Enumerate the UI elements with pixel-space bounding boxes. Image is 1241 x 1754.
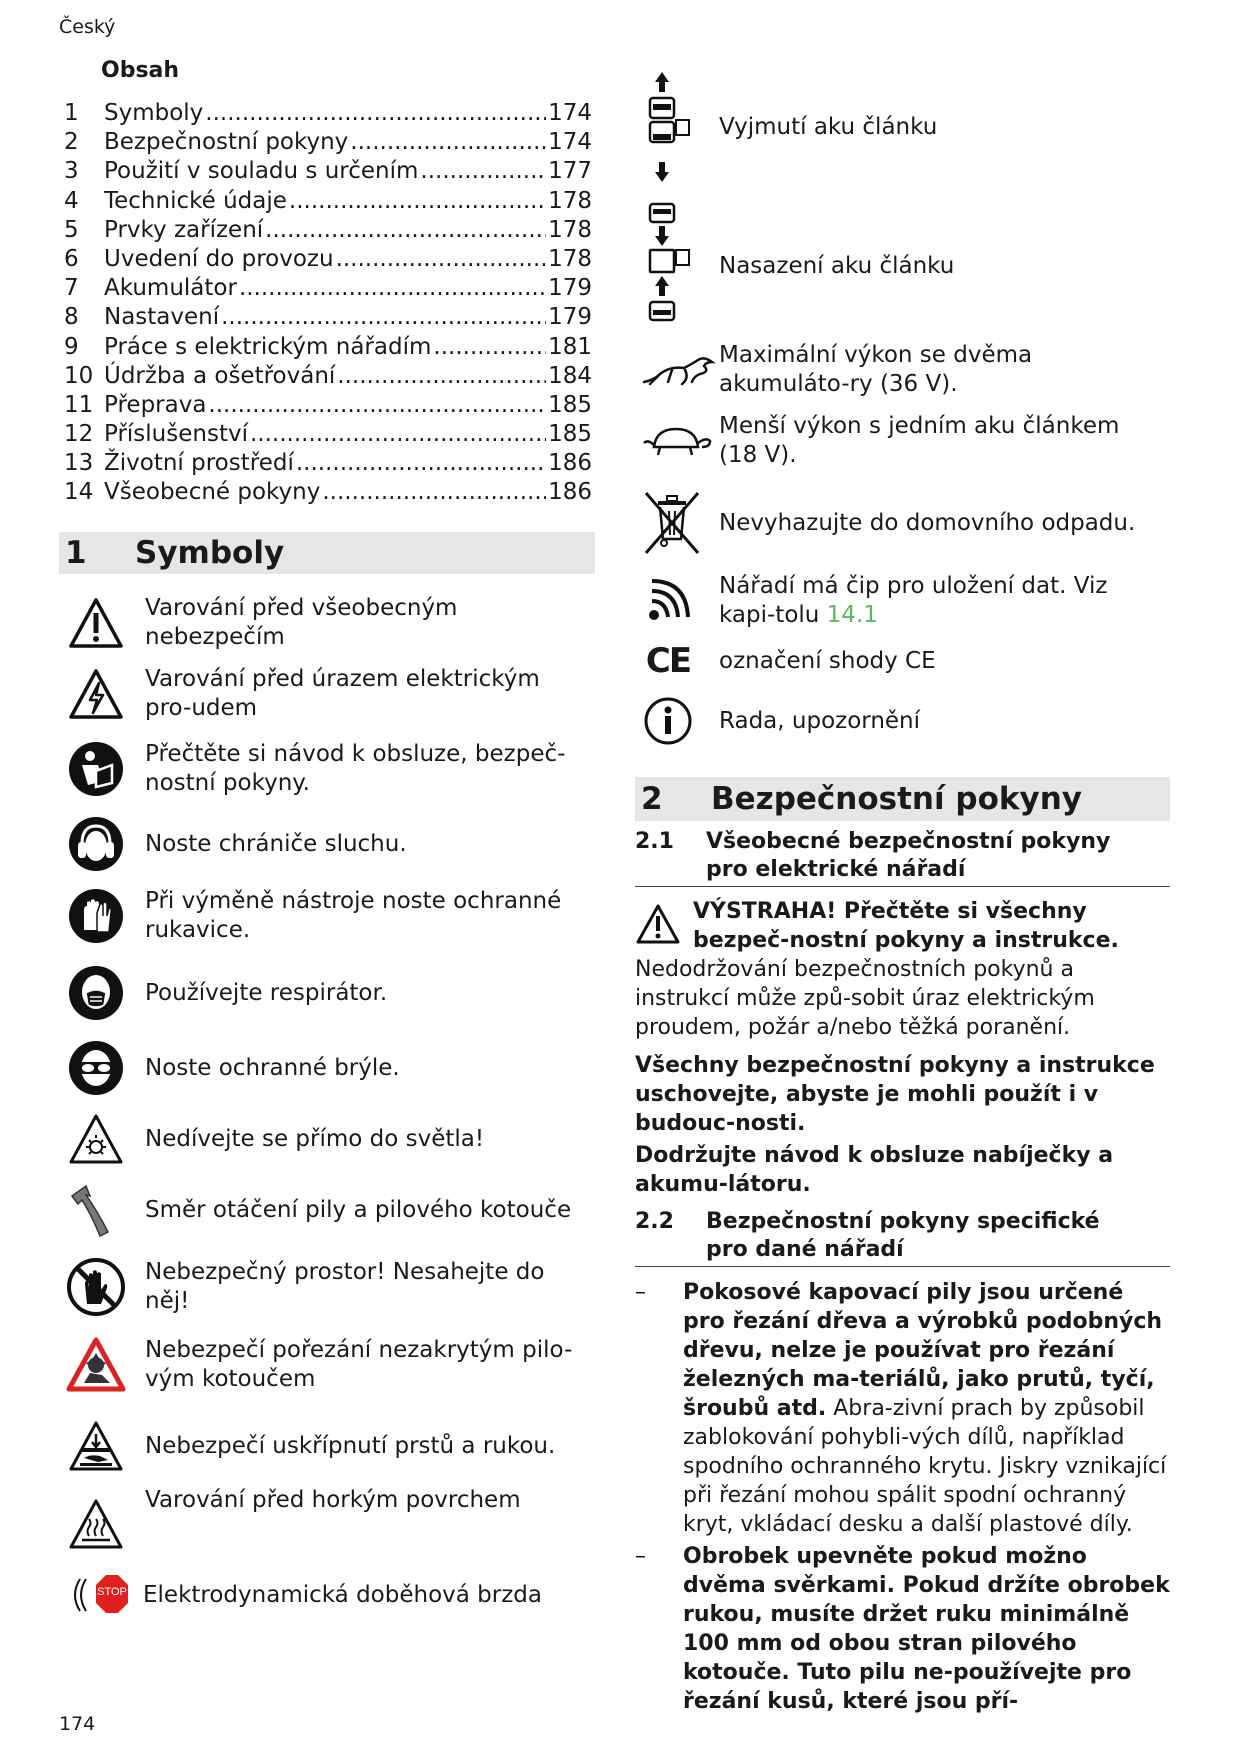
ear-protection-icon xyxy=(66,814,126,874)
toc-entry[interactable] xyxy=(64,158,592,187)
crush-hazard-icon xyxy=(66,1416,126,1476)
toc-entry[interactable] xyxy=(64,363,592,392)
toc-entry[interactable] xyxy=(64,392,592,421)
warning-bold: VÝSTRAHA! Přečtěte si všechny bezpeč-nostní pokyny a instrukce. xyxy=(693,899,1119,953)
toc-leader xyxy=(322,479,546,505)
symbol-text: Varování před horkým povrchem xyxy=(145,1487,521,1513)
toc-page: 185 xyxy=(548,391,592,418)
table-of-contents xyxy=(64,100,592,509)
toc-label: Životní prostředí xyxy=(104,450,294,477)
section-title: Symboly xyxy=(135,535,285,571)
list-item-bold: Pokosové kapovací pily jsou určené pro řezání dřeva a výrobků podobných dřevu, nelze je používat pro řezání železných ma-teriálů, jako prutů, tyčí, šroubů atd. xyxy=(683,1280,1163,1421)
ce-mark-icon: CE xyxy=(645,641,691,681)
general-warning-icon xyxy=(635,903,681,945)
toc-label: Nastavení xyxy=(104,304,220,331)
toc-leader xyxy=(239,275,546,301)
symbol-text: Menší výkon s jedním aku článkem (18 V). xyxy=(719,413,1120,468)
electric-shock-warning-icon xyxy=(66,664,126,724)
symbol-row xyxy=(66,739,596,799)
symbol-text: Noste chrániče sluchu. xyxy=(145,830,407,857)
toc-number: 14 xyxy=(64,479,94,506)
toc-entry[interactable] xyxy=(64,188,592,217)
toc-label: Uvedení do provozu xyxy=(104,245,334,272)
toc-number: 1 xyxy=(64,100,79,126)
symbol-text: Rada, upozornění xyxy=(719,707,921,734)
toc-number: 11 xyxy=(64,391,94,418)
read-manual-icon xyxy=(66,739,126,799)
symbol-row xyxy=(66,1335,596,1395)
weee-bin-icon xyxy=(640,488,704,558)
toc-entry[interactable] xyxy=(64,129,592,158)
symbol-row xyxy=(66,1038,596,1098)
symbol-text: Nebezpečí pořezání nezakrytým pilo-vým kotoučem xyxy=(145,1337,573,1392)
symbol-text: Vyjmutí aku článku xyxy=(719,114,938,140)
info-icon xyxy=(640,691,696,751)
toc-number: 7 xyxy=(64,275,79,302)
toc-entry[interactable] xyxy=(64,479,592,508)
list-item-text xyxy=(683,1278,1170,1539)
toc-leader xyxy=(433,334,546,360)
symbol-row xyxy=(640,488,1170,558)
section-1-heading xyxy=(59,532,595,574)
symbol-row xyxy=(66,1565,596,1625)
toc-entry[interactable] xyxy=(64,100,592,129)
symbol-text: Přečtěte si návod k obsluze, bezpeč-nostní pokyny. xyxy=(145,741,566,796)
toc-title: Obsah xyxy=(101,58,180,83)
toc-leader xyxy=(250,421,546,447)
toc-page: 185 xyxy=(548,421,592,448)
toc-label: Práce s elektrickým nářadím xyxy=(104,333,432,360)
toc-leader xyxy=(337,363,546,389)
toc-leader xyxy=(350,129,546,155)
toc-number: 3 xyxy=(64,158,79,185)
hot-surface-icon xyxy=(66,1494,126,1554)
brake-stop-icon xyxy=(66,1565,132,1625)
symbol-row xyxy=(640,571,1170,631)
toc-leader xyxy=(289,188,546,214)
symbol-text: Nasazení aku článku xyxy=(719,252,955,279)
toc-label: Použití v souladu s určením xyxy=(104,158,419,185)
list-item xyxy=(635,1542,1170,1716)
symbol-text: Nevyhazujte do domovního odpadu. xyxy=(719,509,1136,536)
symbol-row xyxy=(640,202,1170,330)
toc-number: 9 xyxy=(64,333,79,360)
toc-leader xyxy=(208,392,546,418)
symbol-text: Varování před všeobecným nebezpečím xyxy=(145,595,458,650)
symbol-text: Nedívejte se přímo do světla! xyxy=(145,1125,485,1152)
toc-leader xyxy=(420,158,546,184)
nfc-chip-icon xyxy=(640,571,696,631)
toc-leader xyxy=(221,304,546,330)
symbol-text: Varování před úrazem elektrickým pro-udem xyxy=(145,666,540,721)
section-number: 1 xyxy=(65,535,87,571)
follow-manual-note: Dodržujte návod k obsluze nabíječky a akumu-látoru. xyxy=(635,1143,1114,1197)
toc-leader xyxy=(336,246,547,272)
warning-text xyxy=(635,897,1170,1042)
list-item-bold: Obrobek upevněte pokud možno dvěma svěrkami. Pokud držíte obrobek rukou, musíte držet ruku minimálně 100 mm od obou stran pilového kotouče. Tuto pilu ne-používejte pro řezání kusů, které jsou pří- xyxy=(683,1544,1170,1714)
warning-rest: Nedodržování bezpečnostních pokynů a instrukcí může způ-sobit úraz elektrickým proudem, požár a/nebo těžká poranění. xyxy=(635,957,1095,1040)
section-title: Bezpečnostní pokyny xyxy=(711,781,1083,817)
rotation-arrow-icon xyxy=(66,1180,126,1240)
symbol-text xyxy=(719,572,1159,630)
symbol-text-part: Nářadí má čip pro uložení dat. Viz kapi-tolu xyxy=(719,573,1108,628)
symbol-text: Noste ochranné brýle. xyxy=(145,1054,400,1081)
toc-label: Technické údaje xyxy=(104,187,287,214)
symbol-text: označení shody CE xyxy=(719,647,936,674)
toc-number: 13 xyxy=(64,450,94,477)
symbol-text: Maximální výkon se dvěma akumuláto-ry (36 V). xyxy=(719,342,1033,397)
symbol-row xyxy=(66,1416,596,1476)
list-item-rest: Abra-zivní prach by způsobil zablokování pohybli-vých dílů, například spodního ochranného krytu. Jiskry vznikající při řezání mohou spálit spodní ochranný kryt, vkládací desku a další plastové díly. xyxy=(683,1396,1167,1537)
symbol-row xyxy=(66,886,596,946)
toc-entry[interactable] xyxy=(64,217,592,246)
symbol-text: Směr otáčení pily a pilového kotouče xyxy=(145,1196,572,1223)
toc-entry[interactable] xyxy=(64,304,592,333)
symbol-row xyxy=(66,1257,596,1317)
toc-number: 2 xyxy=(64,129,79,156)
page-number: 174 xyxy=(59,1713,96,1735)
stop-label: STOP xyxy=(97,1586,127,1598)
rabbit-icon xyxy=(640,350,716,390)
toc-label: Symboly xyxy=(104,100,204,126)
toc-page: 179 xyxy=(548,275,592,302)
subsection-title: Všeobecné bezpečnostní pokyny pro elektrické nářadí xyxy=(706,829,1111,882)
toc-page: 181 xyxy=(548,333,592,360)
symbol-text: Elektrodynamická doběhová brzda xyxy=(143,1581,542,1608)
symbol-row xyxy=(640,631,1170,691)
symbol-row xyxy=(66,1486,596,1554)
battery-remove-icon xyxy=(640,70,696,185)
toc-label: Všeobecné pokyny xyxy=(104,479,321,506)
symbol-row xyxy=(66,1109,596,1169)
toc-page: 174 xyxy=(548,100,592,126)
section-2-heading xyxy=(635,777,1170,821)
toc-label: Přeprava xyxy=(104,391,207,418)
toc-leader xyxy=(265,217,546,243)
symbol-text: Nebezpečí uskřípnutí prstů a rukou. xyxy=(145,1432,556,1459)
list-item xyxy=(635,1278,1170,1539)
cut-hazard-icon xyxy=(66,1335,126,1395)
no-hand-icon xyxy=(66,1257,126,1317)
toc-entry[interactable] xyxy=(64,246,592,275)
toc-leader xyxy=(205,100,546,126)
gloves-icon xyxy=(66,886,126,946)
toc-number: 10 xyxy=(64,362,94,389)
warning-block xyxy=(635,897,1170,1042)
list-item-text xyxy=(683,1542,1170,1716)
symbol-row xyxy=(640,341,1170,399)
light-warning-icon xyxy=(66,1109,126,1169)
toc-number: 12 xyxy=(64,421,94,448)
section-number: 2 xyxy=(641,781,663,817)
toc-page: 179 xyxy=(548,304,592,331)
symbol-text: Při výměně nástroje noste ochranné rukavice. xyxy=(145,888,562,943)
toc-entry[interactable] xyxy=(64,421,592,450)
toc-page: 178 xyxy=(548,187,592,214)
symbol-row xyxy=(66,593,596,653)
toc-page: 177 xyxy=(548,158,592,185)
toc-page: 178 xyxy=(548,245,592,272)
symbol-row xyxy=(66,963,596,1023)
subsection-title: Bezpečnostní pokyny specifické pro dané nářadí xyxy=(706,1209,1100,1262)
toc-label: Prvky zařízení xyxy=(104,216,264,243)
toc-page: 184 xyxy=(548,362,592,389)
subsection-2-1-heading xyxy=(635,828,1170,887)
symbol-row xyxy=(640,691,1170,751)
subsection-2-2-heading xyxy=(635,1208,1170,1267)
keep-instructions-note: Všechny bezpečnostní pokyny a instrukce uschovejte, abyste je mohli použít i v budouc-nosti. xyxy=(635,1053,1155,1136)
safety-goggles-icon xyxy=(66,1038,126,1098)
toc-label: Akumulátor xyxy=(104,275,237,302)
toc-entry[interactable] xyxy=(64,334,592,363)
toc-page: 174 xyxy=(548,129,592,156)
turtle-icon xyxy=(640,421,716,461)
battery-insert-icon xyxy=(640,202,696,330)
toc-entry[interactable] xyxy=(64,450,592,479)
subsection-number: 2.1 xyxy=(635,829,674,854)
general-warning-icon xyxy=(66,593,126,653)
toc-entry[interactable] xyxy=(64,275,592,304)
toc-page: 186 xyxy=(548,450,592,477)
symbol-text: Nebezpečný prostor! Nesahejte do něj! xyxy=(145,1259,545,1314)
toc-number: 6 xyxy=(64,245,79,272)
symbol-text: Používejte respirátor. xyxy=(145,979,388,1006)
toc-leader xyxy=(296,450,546,476)
subsection-number: 2.2 xyxy=(635,1209,674,1234)
symbol-row xyxy=(640,70,1170,185)
symbol-row xyxy=(66,814,596,874)
safety-bullet-list xyxy=(635,1278,1170,1716)
toc-number: 8 xyxy=(64,304,79,331)
dash-marker: – xyxy=(635,1544,646,1569)
toc-label: Bezpečnostní pokyny xyxy=(104,129,349,156)
dash-marker: – xyxy=(635,1280,646,1305)
symbol-row xyxy=(66,1180,596,1240)
symbol-row xyxy=(640,412,1170,470)
symbol-row xyxy=(66,664,596,724)
toc-label: Příslušenství xyxy=(104,421,248,448)
toc-number: 5 xyxy=(64,216,79,243)
respirator-icon xyxy=(66,963,126,1023)
toc-number: 4 xyxy=(64,187,79,214)
toc-page: 178 xyxy=(548,216,592,243)
language-label: Český xyxy=(59,16,116,38)
chapter-link[interactable]: 14.1 xyxy=(826,602,878,628)
toc-label: Údržba a ošetřování xyxy=(104,362,336,389)
toc-page: 186 xyxy=(548,479,592,506)
